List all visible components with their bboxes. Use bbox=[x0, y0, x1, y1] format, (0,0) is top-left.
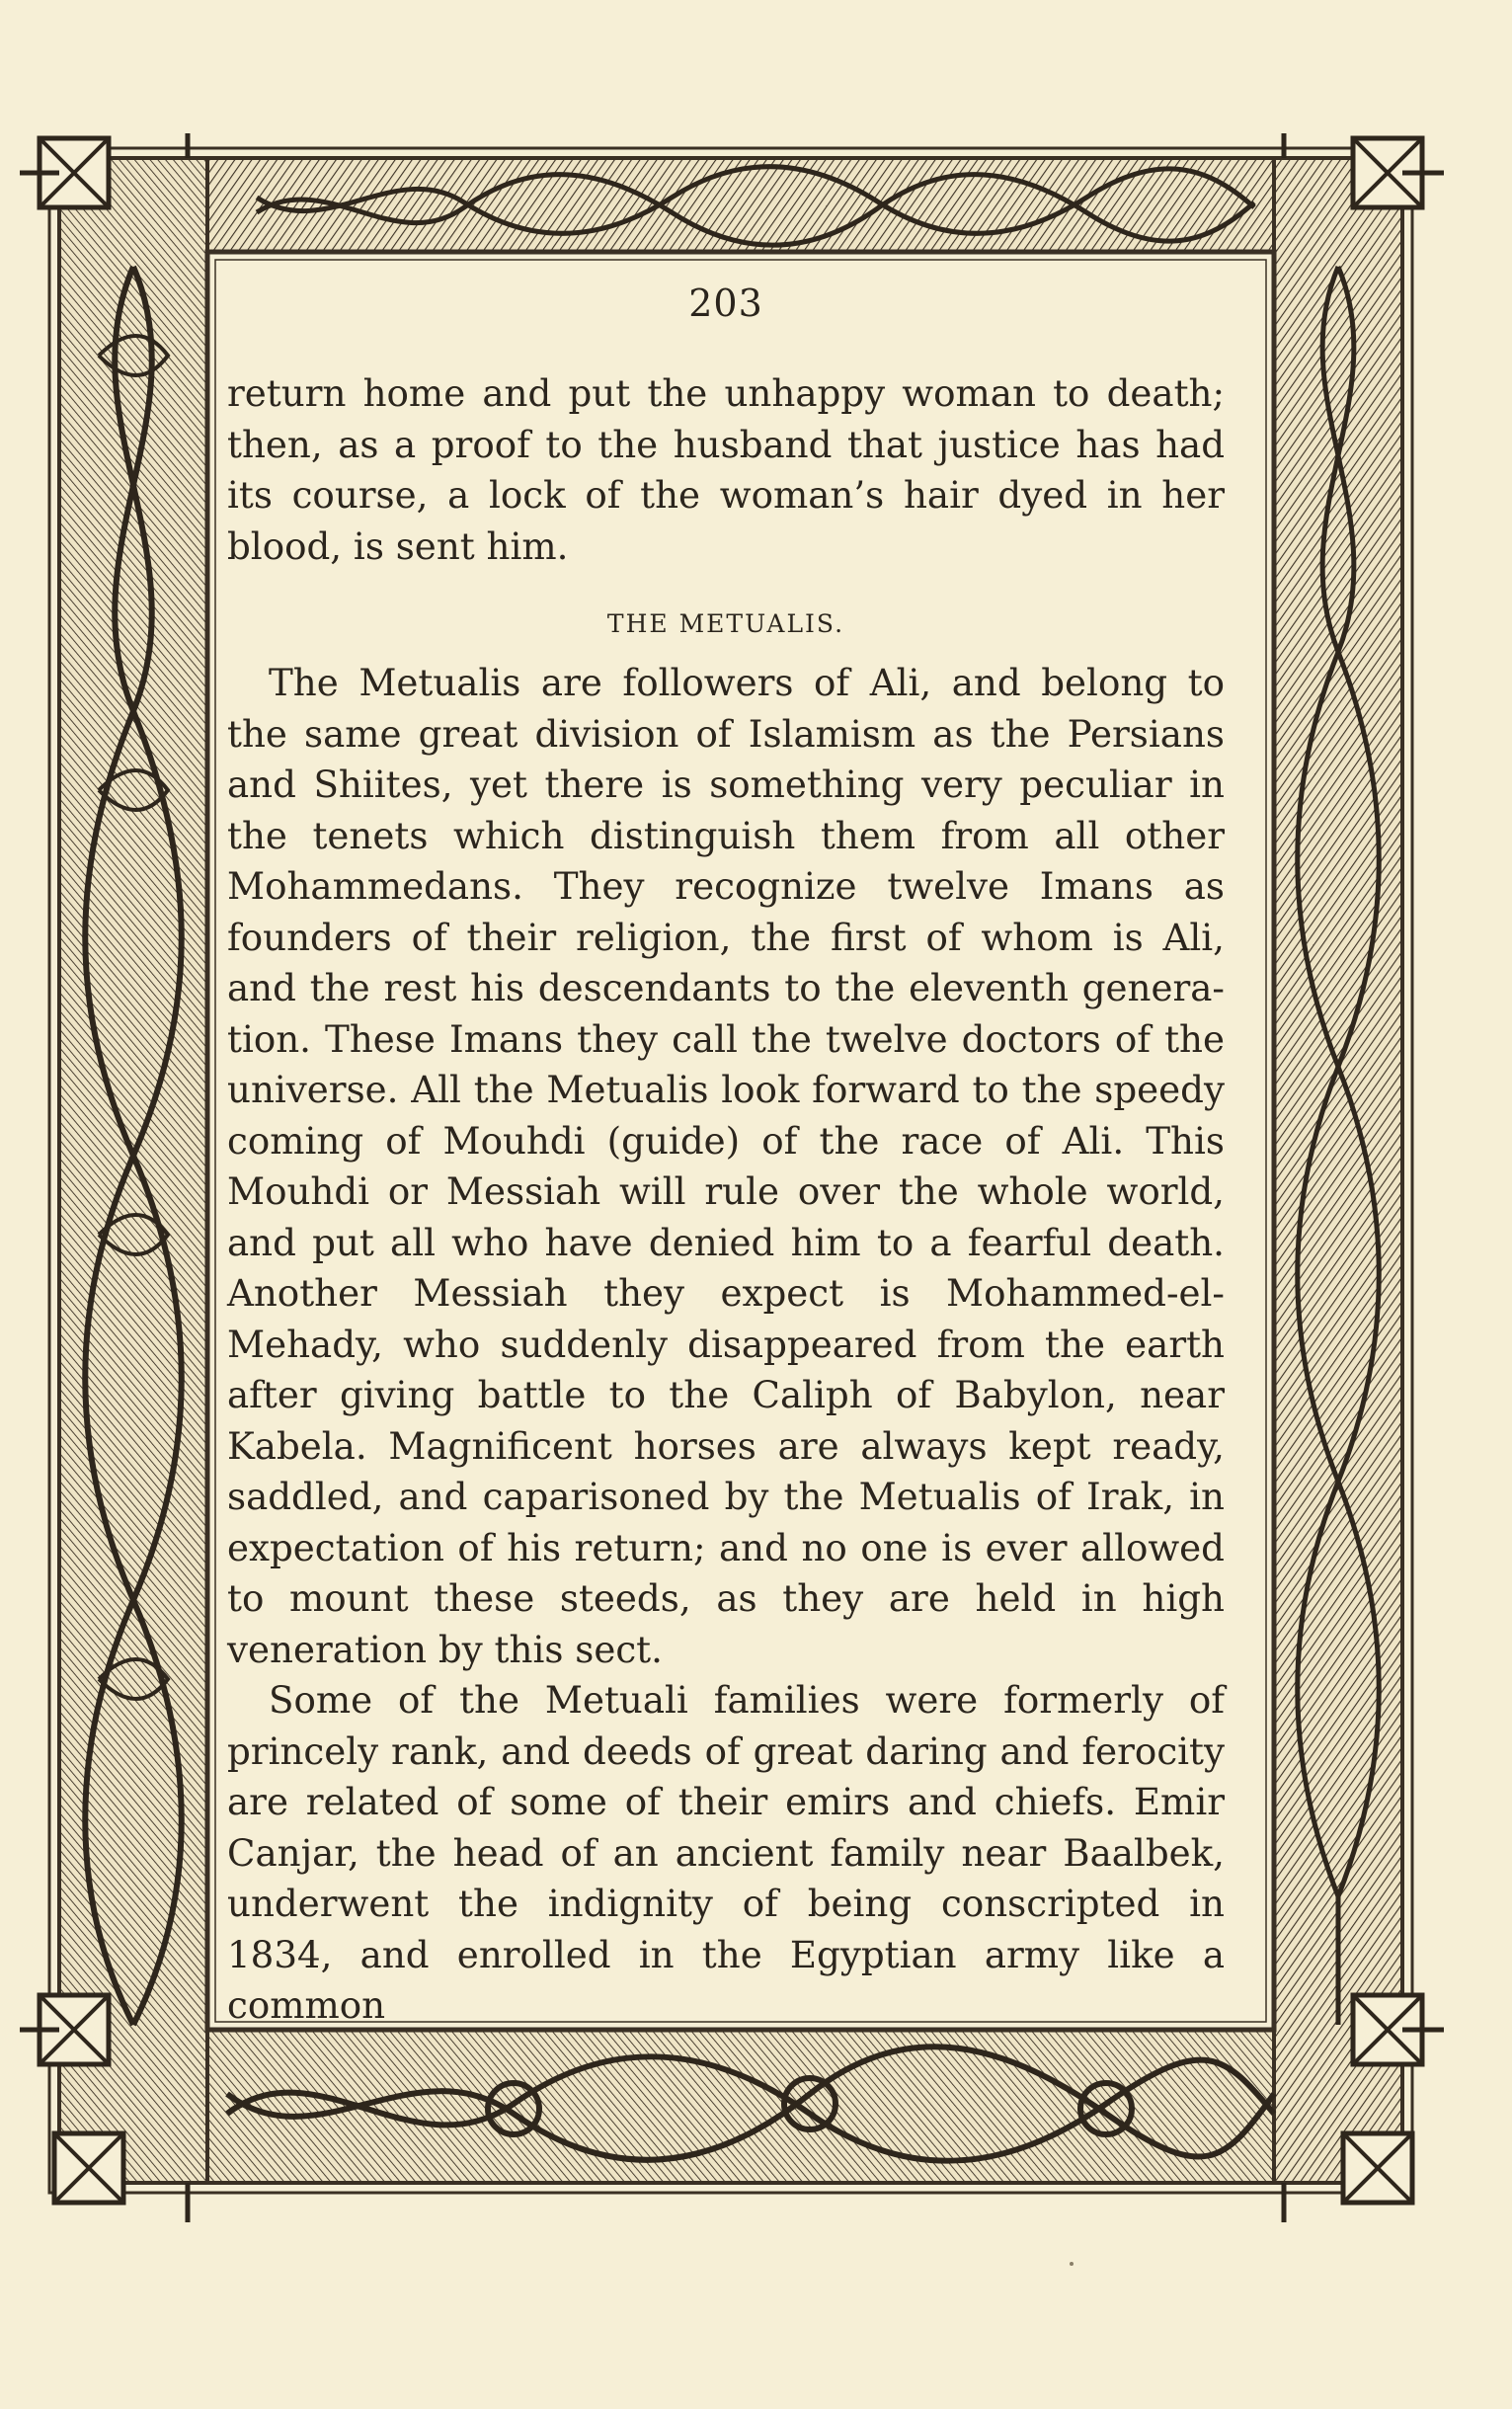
border-left-band bbox=[59, 158, 207, 2183]
paragraph-continuation: return home and put the unhappy woman to death; then, as a proof to the husband that justice has had its course, a lock of the woman’s hair dyed in her blood, is sent him. bbox=[227, 371, 1225, 568]
paragraph: Some of the Metuali families were formerly of princely rank, and deeds of great daring and ferocity are related of some of their emirs and chiefs. Emir Canjar, the head of an ancient family near Baalbek, underwent the indignity of being conscripted in 1834, and enrolled in the Egyptian army like a common bbox=[227, 1678, 1225, 2027]
text-content bbox=[227, 262, 1225, 2027]
border-bottom-band bbox=[59, 2030, 1402, 2183]
section-heading: THE METUALIS. bbox=[606, 609, 845, 638]
page-number: 203 bbox=[688, 281, 763, 325]
paragraph: The Metualis are followers of Ali, and belong to the same great division of Islamism as the Persians and Shiites, yet there is something very peculiar in the tenets which distinguish them from all other Mohammedans. They recognize twelve Imans as founders of their religion, the first of whom is Ali, and the rest his descendants to the eleventh genera-tion. These Imans they call the twelve doctors of the universe. All the Metualis look forward to the speedy coming of Mouhdi (guide) of the race of Ali. This Mouhdi or Messiah will rule over the whole world, and put all who have denied him to a fearful death. Another Messiah they expect is Mohammed-el-Mehady, who suddenly disappeared from the earth after giving battle to the Caliph of Babylon, near Kabela. Magnificent horses are always kept ready, saddled, and caparisoned by the Metualis of Irak, in expectation of his return; and no one is ever allowed to mount these steeds, as they are held in high veneration by this sect. bbox=[227, 661, 1225, 1671]
print-speck bbox=[1070, 2262, 1074, 2266]
